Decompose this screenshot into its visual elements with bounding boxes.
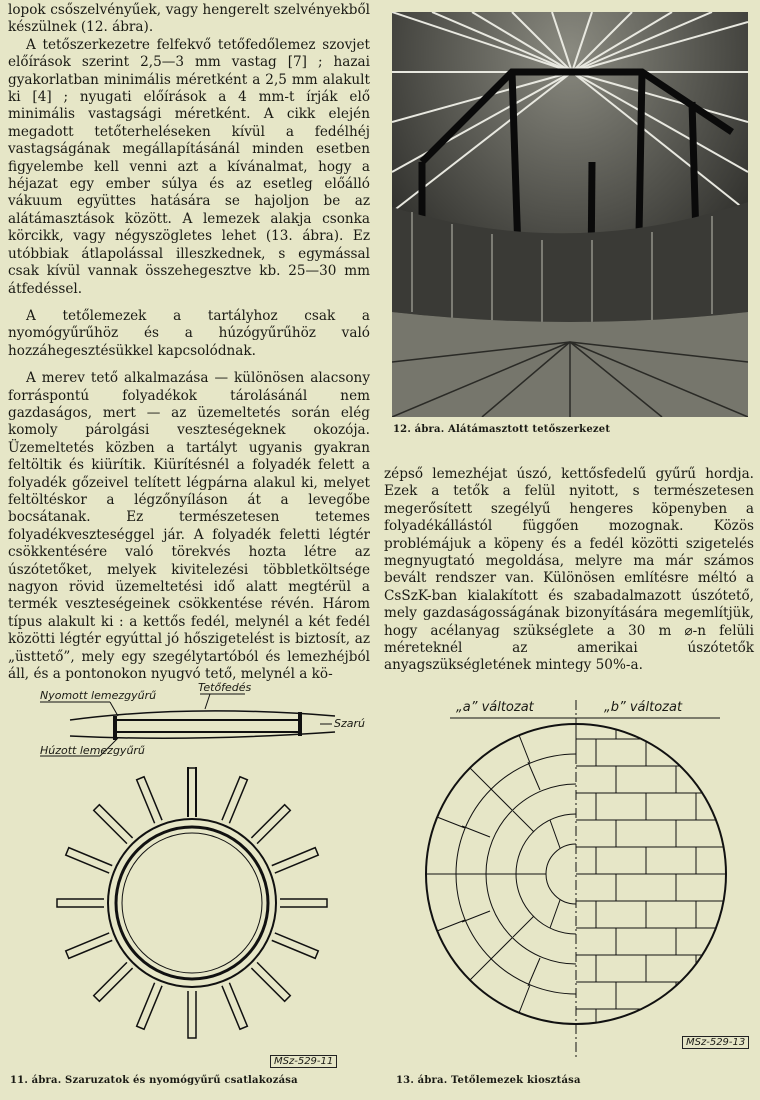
figure11-drawing bbox=[0, 676, 380, 1076]
figure12-caption: 12. ábra. Alátámasztott tetőszerkezet bbox=[393, 424, 611, 435]
paragraph: A tetőszerkezetre felfekvő tetőfedőlemez szovjet előírások szerint 2,5—3 mm vastag [7] ; hazai gyakorlatban minimális méretként a 2,5 mm alakult ki [4] ; nyugati előírások a 4 mm-t írják elő minimális vastagsági méretként. A cikk elején megadott tetőterheléseken kívül a fedélhéj vastagságának megállapításánál minden esetben figyelembe kell venni azt a kívánalmat, hogy a héjazat egy ember súlya és az esetleg előálló vákuum együttes hatására se hajoljon be az alátámasztások között. A lemezek alakja csonka körcikk, vagy négyszögletes lehet (13. ábra). Ez utóbbiak átlapolással illeszkednek, s egymással csak kívül vannak összehegesztve kb. 25—30 mm átfedéssel. bbox=[8, 36, 370, 297]
paragraph: A tetőlemezek a tartályhoz csak a nyomógyűrűhöz és a húzógyűrűhöz való hozzáhegesztésükkel kapcsolódnak. bbox=[8, 307, 370, 359]
label-szaru: Szarú bbox=[334, 717, 365, 730]
label-huzott-lemezgyuru: Húzott lemezgyűrű bbox=[40, 744, 145, 757]
photo-roof-structure bbox=[392, 12, 748, 417]
paragraph: A merev tető alkalmazása — különösen alacsony forráspontú folyadékok tárolásánál nem gazdaságos, mert — az üzemeltetés során elég komoly párolgási veszteségeknek okozója. Üzemeltetés közben a tartályt ugyanis gyakran feltöltik és kiürítik. Kiürítésnél a folyadék felett a folyadék gőzeivel telített légpárna alakul ki, melyet feltöltéskor a légzőnyíláson át a levegőbe bocsátanak. Ez természetesen tetemes folyadékveszteséggel jár. A folyadék feletti légtér csökkentésére való törekvés hozta létre az úszótetőket, melyek kivitelezési többletköltsége nagyon rövid üzemeltetési idő alatt megtérül a termék veszteségeinek csökkentése révén. Három típus alakult ki : a kettős fedél, melynél a két fedél közötti légtér egyúttal jó hőszigetelést is biztosít, az „üsttető”, mely egy szegélytartóból és lemezhéjból áll, és a pontonokon nyugvó tető, melynél a kö- bbox=[8, 370, 370, 683]
figure11-caption: 11. ábra. Szaruzatok és nyomógyűrű csatlakozása bbox=[10, 1075, 298, 1086]
right-text-column bbox=[384, 466, 754, 675]
paragraph: lopok csőszelvényűek, vagy hengerelt szelvényekből készülnek (12. ábra). bbox=[8, 2, 370, 36]
label-variant-b: „b” változat bbox=[604, 700, 683, 715]
paragraph: zépső lemezhéjat úszó, kettősfedelű gyűrű hordja. Ezek a tetők a felül nyitott, s természetesen megerősített szegélyű hengeres köpenyben a folyadékállástól függően mozognak. Közös problémájuk a köpeny és a fedél közötti szigetelés megnyugtató megoldása, melyre ma már számos bevált rendszer van. Különösen említésre méltó a CsSzK-ban kialakított és szabadalmazott úszótető, mely gazdaságosságának bizonyítására megemlítjük, hogy acélanyag szükséglete a 30 m ⌀-n felüli méreteknél az amerikai úszótetők anyagszükségletének mintegy 50%-a. bbox=[384, 466, 754, 674]
label-nyomott-lemezgyuru: Nyomott lemezgyűrű bbox=[40, 689, 157, 702]
left-text-column bbox=[8, 2, 370, 683]
label-tetofedes: Tetőfedés bbox=[198, 681, 252, 694]
figure11-stamp: MSz-529-11 bbox=[270, 1055, 337, 1068]
figure13-stamp: MSz-529-13 bbox=[682, 1036, 749, 1049]
figure13-caption: 13. ábra. Tetőlemezek kiosztása bbox=[396, 1075, 581, 1086]
figure13-drawing bbox=[420, 690, 760, 1070]
label-variant-a: „a” változat bbox=[456, 700, 534, 715]
